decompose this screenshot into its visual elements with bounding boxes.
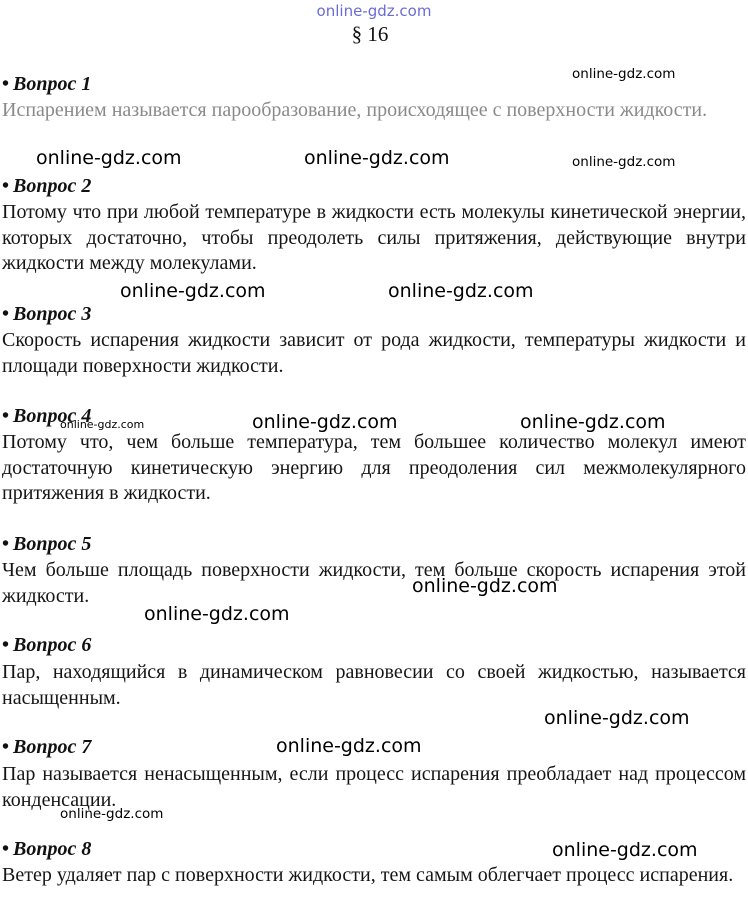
watermark: online-gdz.com <box>572 154 676 170</box>
watermark: online-gdz.com <box>36 147 182 169</box>
question-7-answer: Пар называется ненасыщенным, если процесс испарения преобладает над процессом конденсации. <box>2 763 746 811</box>
question-3-answer: Скорость испарения жидкости зависит от рода жидкости, температуры жидкости и площади поверхности жидкости. <box>2 329 746 377</box>
question-2-answer: Потому что при любой температуре в жидкости есть молекулы кинетической энергии, которых достаточно, чтобы преодолеть силы притяжения, действующие внутри жидкости между молекулами. <box>2 201 746 274</box>
watermark: online-gdz.com <box>276 735 422 757</box>
question-8-answer: Ветер удаляет пар с поверхности жидкости, тем самым облегчает процесс испарения. <box>2 864 734 886</box>
question-1-answer: Испарением называется парообразование, происходящее с поверхности жидкости. <box>2 99 708 121</box>
section-title: § 16 <box>351 22 389 46</box>
question-5-answer: Чем больше площадь поверхности жидкости, тем больше скорость испарения этой жидкости. <box>2 559 746 607</box>
watermark: online-gdz.com <box>144 603 290 625</box>
bullet-icon: • <box>2 736 10 758</box>
watermark: online-gdz.com <box>552 839 698 861</box>
watermark: online-gdz.com <box>520 411 666 433</box>
question-4-title: • Вопрос 4 <box>2 405 92 427</box>
watermark: online-gdz.com <box>304 147 450 169</box>
question-4-answer: Потому что, чем больше температура, тем большее количество молекул имеют достаточную кинетическую энергию для преодоления сил межмолекулярного притяжения в жидкости. <box>2 431 746 504</box>
bullet-icon: • <box>2 838 10 860</box>
watermark: online-gdz.com <box>544 707 690 729</box>
watermark: online-gdz.com <box>60 418 145 431</box>
bullet-icon: • <box>2 175 10 197</box>
bullet-icon: • <box>2 405 10 427</box>
question-3-title: • Вопрос 3 <box>2 303 92 325</box>
bullet-icon: • <box>2 533 10 555</box>
watermark: online-gdz.com <box>60 806 164 822</box>
watermark: online-gdz.com <box>412 575 558 597</box>
question-5-title: • Вопрос 5 <box>2 533 92 555</box>
question-7-title: • Вопрос 7 <box>2 736 92 758</box>
watermark: online-gdz.com <box>572 66 676 82</box>
question-2-title: • Вопрос 2 <box>2 175 92 197</box>
question-6-title: • Вопрос 6 <box>2 634 92 656</box>
question-8-title: • Вопрос 8 <box>2 838 92 860</box>
question-1-title: • Вопрос 1 <box>2 73 92 95</box>
watermark: online-gdz.com <box>252 411 398 433</box>
question-6-answer: Пар, находящийся в динамическом равновесии со своей жидкостью, называется насыщенным. <box>2 661 746 709</box>
bullet-icon: • <box>2 634 10 656</box>
header-watermark: online-gdz.com <box>316 2 432 20</box>
bullet-icon: • <box>2 303 10 325</box>
bullet-icon: • <box>2 73 10 95</box>
watermark: online-gdz.com <box>388 280 534 302</box>
watermark: online-gdz.com <box>120 280 266 302</box>
